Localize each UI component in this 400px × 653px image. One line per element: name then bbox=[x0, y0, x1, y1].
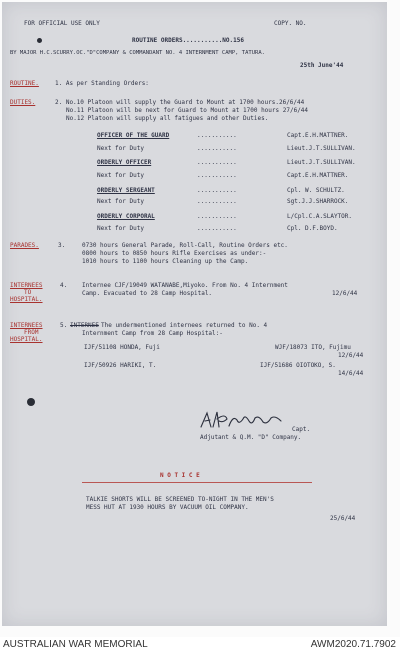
notice-title: N O T I C E bbox=[160, 472, 200, 479]
duties-line: No.12 Platoon will supply all fatigues and other Duties. bbox=[66, 115, 269, 122]
roster-dots: ........... bbox=[197, 159, 237, 166]
from-hospital-line: Internment Camp from 28 Camp Hospital:- bbox=[82, 330, 223, 337]
roster-role: OFFICER OF THE GUARD bbox=[97, 132, 170, 139]
official-use-label: FOR OFFICIAL USE ONLY bbox=[24, 20, 100, 27]
duties-line: 2. No.10 Platoon will supply the Guard to Mount at 1700 hours.26/6/44 bbox=[55, 99, 305, 106]
roster-dots: ........... bbox=[197, 225, 237, 232]
roster-dots: ........... bbox=[197, 132, 237, 139]
roster-role: Next for Duty bbox=[97, 198, 144, 205]
roster-name: Capt.E.H.MATTNER. bbox=[287, 132, 349, 139]
routine-text: 1. As per Standing Orders: bbox=[55, 80, 149, 87]
to-hospital-date: 12/6/44 bbox=[332, 290, 358, 297]
copy-number-label: COPY. NO. bbox=[274, 20, 307, 27]
roster-name: Lieut.J.T.SULLIVAN. bbox=[287, 145, 356, 152]
internee-entry: IJF/51108 HONDA, Fuji bbox=[84, 344, 160, 351]
roster-name: Cpl. W. SCHULTZ. bbox=[287, 187, 345, 194]
order-date: 25th June'44 bbox=[300, 62, 344, 69]
roster-name: L/Cpl.C.A.SLAYTOR. bbox=[287, 213, 353, 220]
internee-entry: IJF/51686 OIOTOKO, S. bbox=[260, 362, 336, 369]
by-line: BY MAJOR H.C.SCURRY.OC."D"COMPANY & COMMANDANT NO. 4 INTERNMENT CAMP, TATURA. bbox=[10, 50, 265, 56]
to-hospital-line: Internee CJF/19049 WATANABE,Miyoko. From No. 4 Internment bbox=[82, 282, 288, 289]
archive-reference: AWM2020.71.7902 bbox=[310, 639, 396, 650]
punch-hole-mark bbox=[37, 38, 42, 43]
roster-name: Lieut.J.T.SULLIVAN. bbox=[287, 159, 356, 166]
duties-label: DUTIES. bbox=[10, 99, 36, 106]
roster-dots: ........... bbox=[197, 187, 237, 194]
roster-role: Next for Duty bbox=[97, 145, 144, 152]
notice-date: 25/6/44 bbox=[330, 515, 356, 522]
roster-role: ORDERLY OFFICER bbox=[97, 159, 152, 166]
parades-line: 0800 hours to 0850 hours Rifle Exercises as under:- bbox=[82, 250, 267, 257]
parades-line: 0730 hours General Parade, Roll-Call, Routine Orders etc. bbox=[82, 242, 288, 249]
roster-role: Next for Duty bbox=[97, 172, 144, 179]
to-hospital-line: Camp. Evacuated to 28 Camp Hospital. bbox=[82, 290, 213, 297]
parades-label: PARADES. bbox=[10, 242, 39, 249]
to-hospital-label: HOSPITAL. bbox=[10, 296, 43, 303]
from-hospital-label: HOSPITAL. bbox=[10, 336, 43, 343]
roster-dots: ........... bbox=[197, 213, 237, 220]
notice-divider bbox=[82, 482, 312, 483]
parades-line: 1010 hours to 1100 hours Cleaning up the Camp. bbox=[82, 258, 249, 265]
internee-entry: WJF/18073 ITO, Fujimu bbox=[275, 344, 351, 351]
roster-role: ORDERLY SERGEANT bbox=[97, 187, 155, 194]
routine-orders-title: ROUTINE ORDERS...........NO.156 bbox=[132, 37, 244, 44]
roster-name: Sgt.J.J.SHARROCK. bbox=[287, 198, 349, 205]
from-hospital-label: FROM bbox=[24, 329, 39, 336]
roster-dots: ........... bbox=[197, 145, 237, 152]
to-hospital-label: INTERNEES bbox=[10, 282, 43, 289]
roster-dots: ........... bbox=[197, 198, 237, 205]
archive-footer bbox=[0, 637, 400, 653]
internee-date: 12/6/44 bbox=[338, 352, 364, 359]
document-page bbox=[2, 2, 387, 626]
roster-name: Capt.E.H.MATTNER. bbox=[287, 172, 349, 179]
parades-number: 3. bbox=[58, 242, 66, 249]
struck-word: INTERNEE bbox=[70, 322, 99, 329]
signature-rank: Capt. bbox=[292, 426, 311, 433]
internee-entry: IJF/50926 HARIKI, T. bbox=[84, 362, 157, 369]
internee-date: 14/6/44 bbox=[338, 370, 364, 377]
duties-line: No.11 Platoon will be next for Guard to Mount at 1700 hours 27/6/44 bbox=[66, 107, 309, 114]
roster-name: Cpl. D.F.BOYD. bbox=[287, 225, 338, 232]
handwritten-signature bbox=[197, 407, 287, 433]
punch-hole-mark bbox=[27, 398, 35, 406]
signature-role: Adjutant & Q.M. "D" Company. bbox=[200, 434, 302, 441]
to-hospital-label: TO bbox=[24, 289, 32, 296]
archive-name: AUSTRALIAN WAR MEMORIAL bbox=[3, 639, 148, 650]
routine-label: ROUTINE. bbox=[10, 80, 39, 87]
notice-line: TALKIE SHORTS WILL BE SCREENED TO-NIGHT IN THE MEN'S bbox=[86, 496, 274, 503]
from-hospital-line: The undermentioned internees returned to No. 4 bbox=[101, 322, 268, 329]
roster-dots: ........... bbox=[197, 172, 237, 179]
roster-role: ORDERLY CORPORAL bbox=[97, 213, 155, 220]
from-hospital-number: 5. bbox=[60, 322, 68, 329]
roster-role: Next for Duty bbox=[97, 225, 144, 232]
to-hospital-number: 4. bbox=[60, 282, 68, 289]
from-hospital-label: INTERNEES bbox=[10, 322, 43, 329]
notice-line: MESS HUT AT 1930 HOURS BY VACUUM OIL COMPANY. bbox=[86, 504, 249, 511]
